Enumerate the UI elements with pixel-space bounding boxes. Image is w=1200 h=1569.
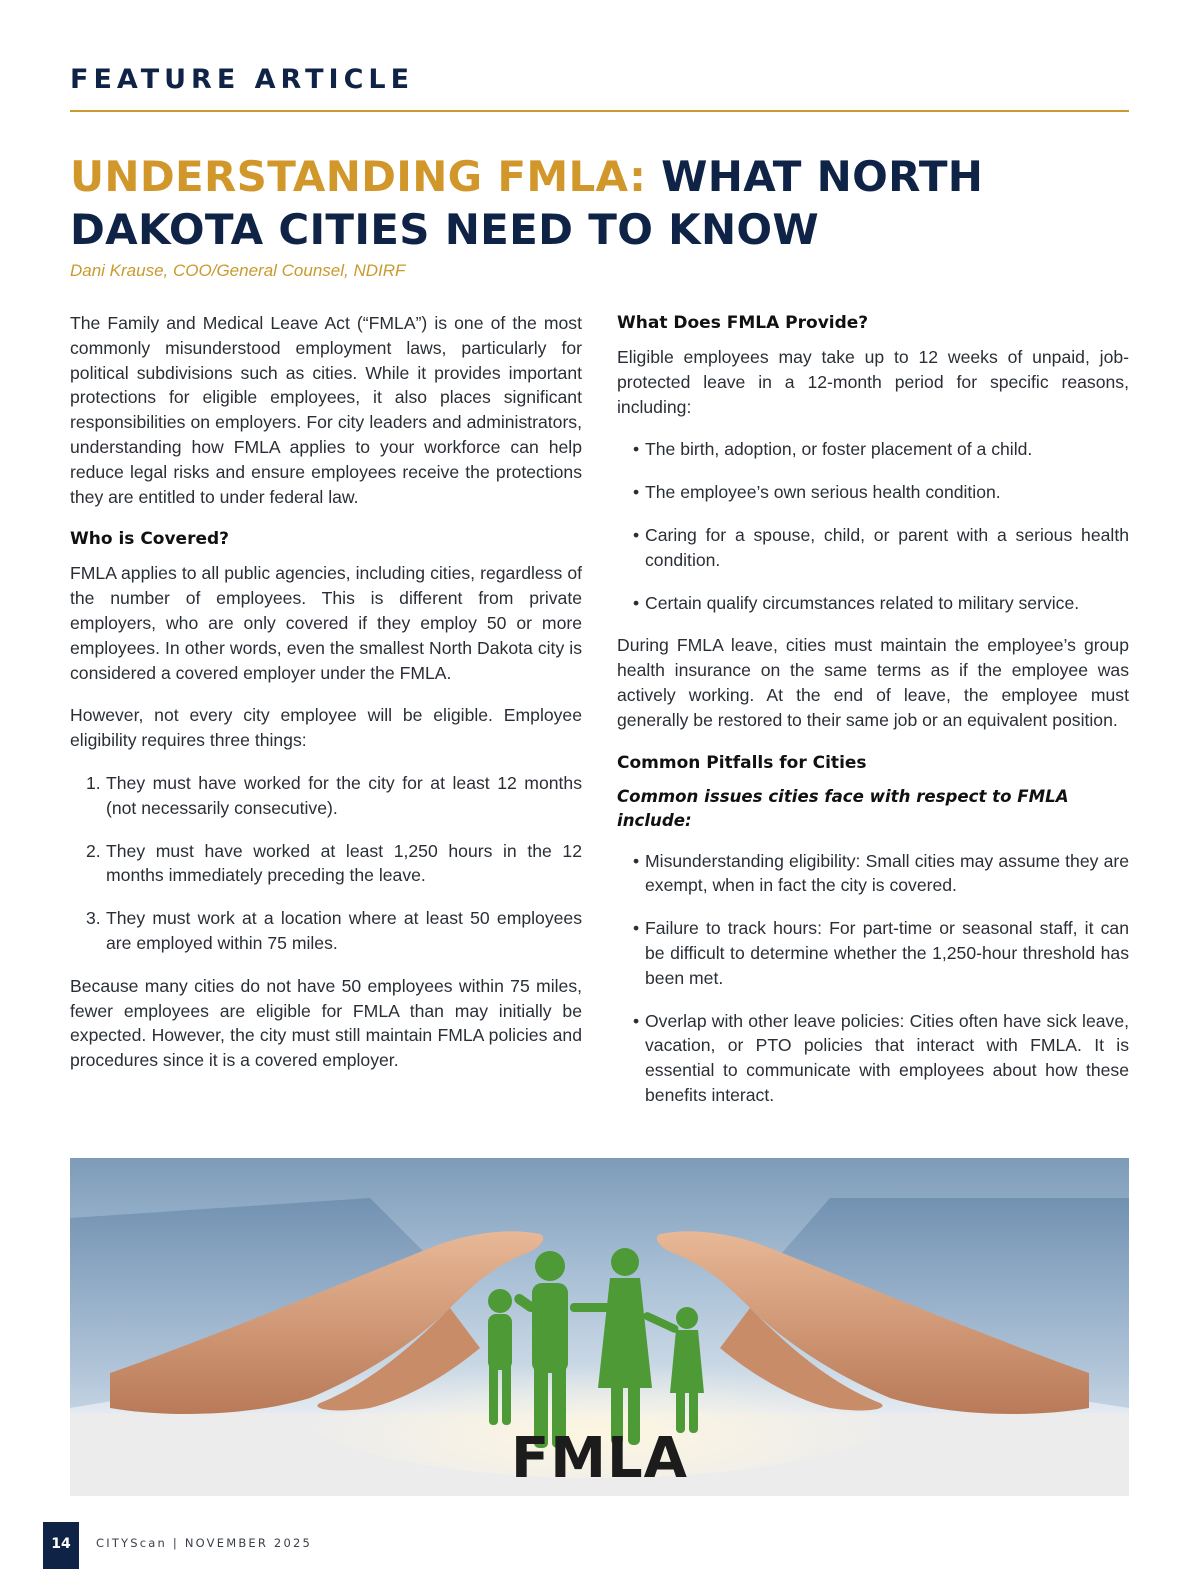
- byline: Dani Krause, COO/General Counsel, NDIRF: [70, 261, 406, 280]
- pitfalls-heading: Common Pitfalls for Cities: [617, 752, 867, 773]
- list-item: • Failure to track hours: For part-time or seasonal staff, it can be difficult to determine whether the 1,250-hour threshold has been met.: [633, 918, 1129, 988]
- photo-caption: FMLA: [510, 1426, 688, 1491]
- list-item: 2. They must have worked at least 1,250 hours in the 12 months immediately preceding the leave.: [86, 840, 582, 886]
- reasons-list: [617, 437, 1129, 615]
- list-item: • The employee’s own serious health condition.: [633, 482, 1001, 503]
- list-item: • Caring for a spouse, child, or parent with a serious health condition.: [633, 524, 1129, 570]
- provide-heading: What Does FMLA Provide?: [617, 313, 869, 333]
- covered-paragraph-1: FMLA applies to all public agencies, including cities, regardless of the number of employees. This is different from private employers, who are only covered if they employ 50 or more employees. In other words, even the smallest North Dakota city is considered a covered employer under the FMLA.: [70, 563, 582, 683]
- left-column: [70, 311, 582, 1091]
- closing-paragraph: Because many cities do not have 50 employees within 75 miles, fewer employees are eligible for FMLA than may initially be expected. However, the city must still maintain FMLA policies and procedures since it is a covered employer.: [70, 975, 582, 1071]
- list-item: • Misunderstanding eligibility: Small cities may assume they are exempt, when in fact the city is covered.: [633, 850, 1129, 896]
- list-item: 3. They must work at a location where at least 50 employees are employed within 75 miles.: [86, 908, 582, 953]
- header-rule: [70, 110, 1129, 112]
- title-accent: UNDERSTANDING FMLA:: [70, 152, 647, 201]
- intro-paragraph: The Family and Medical Leave Act (“FMLA”) is one of the most commonly misunderstood employment laws, particularly for political subdivisions such as cities. While it provides important protections for eligible employees, it also places significant responsibilities on employers. For city leaders and administrators, understanding how FMLA applies to your workforce can help reduce legal risks and ensure employees receive the protections they are entitled to under federal law.: [70, 313, 582, 507]
- list-item: • The birth, adoption, or foster placement of a child.: [633, 439, 1033, 460]
- article-title: [70, 150, 1130, 256]
- list-item: • Certain qualify circumstances related to military service.: [633, 592, 1080, 613]
- publication-footer: CITYScan | NOVEMBER 2025: [96, 1536, 312, 1550]
- eligibility-list: [70, 771, 582, 956]
- list-item: 1. They must have worked for the city for at least 12 months (not necessarily consecutive).: [86, 772, 582, 818]
- page-number: 14: [43, 1522, 79, 1569]
- provide-paragraph-2: During FMLA leave, cities must maintain the employee’s group health insurance on the same terms as if the employee was actively working. At the end of leave, the employee must generally be restored to their same job or an equivalent position.: [617, 635, 1129, 730]
- list-item: • Overlap with other leave policies: Cities often have sick leave, vacation, or PTO policies that interact with FMLA. It is essential to communicate with employees about how these benefits interact.: [633, 1010, 1129, 1105]
- covered-paragraph-2: However, not every city employee will be eligible. Employee eligibility requires three things:: [70, 705, 582, 751]
- pitfalls-intro: Common issues cities face with respect to FMLA include:: [617, 786, 1069, 830]
- title-rest: WHAT NORTH DAKOTA CITIES NEED TO KNOW: [70, 152, 984, 254]
- covered-heading: Who is Covered?: [70, 529, 230, 550]
- right-column: [617, 311, 1129, 1126]
- fmla-photo: [70, 1158, 1129, 1496]
- pitfalls-list: [617, 849, 1129, 1108]
- provide-paragraph-1: Eligible employees may take up to 12 weeks of unpaid, job-protected leave in a 12-month period for specific reasons, including:: [617, 347, 1129, 417]
- section-label: FEATURE ARTICLE: [70, 64, 415, 95]
